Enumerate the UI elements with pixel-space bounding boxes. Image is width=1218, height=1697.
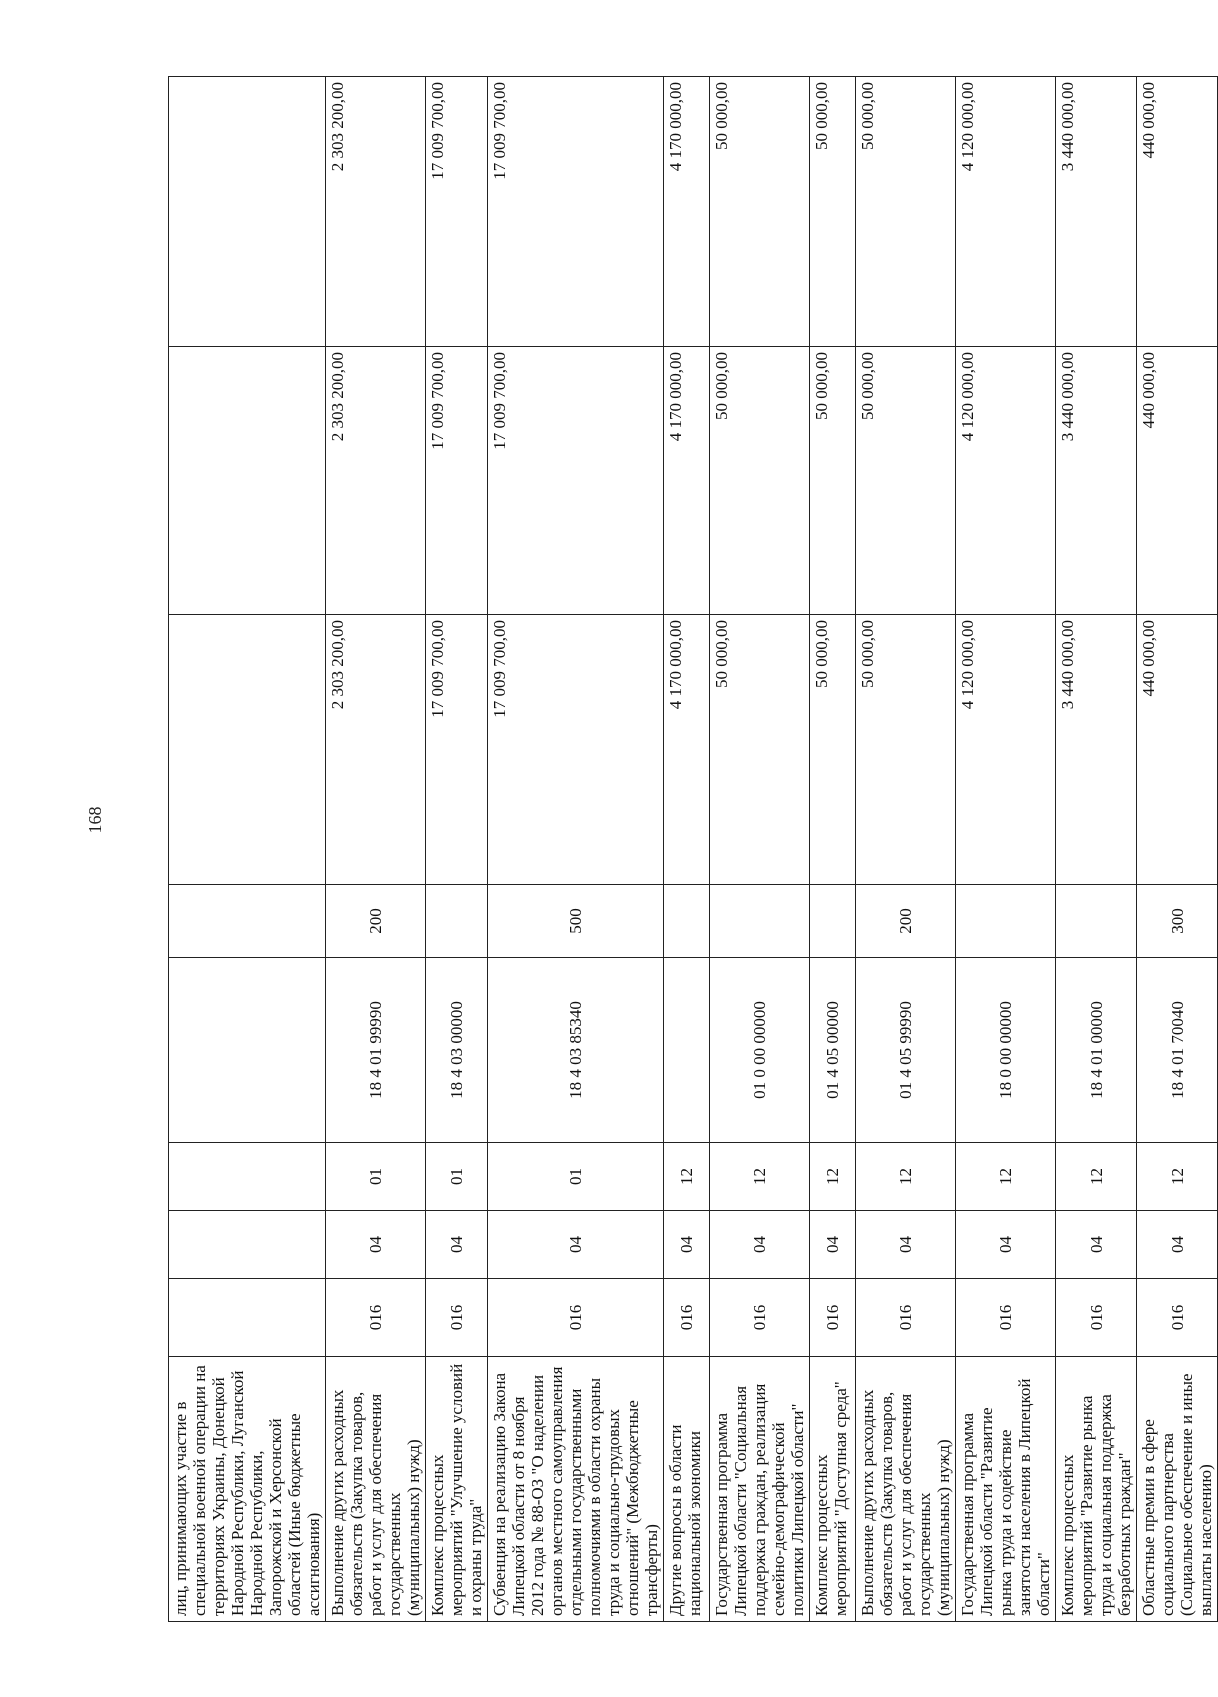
row-rz: 04	[710, 1211, 810, 1279]
row-ved: 016	[856, 1279, 956, 1357]
table-row	[810, 77, 856, 1622]
row-rz: 04	[426, 1211, 488, 1279]
row-vr: 500	[488, 885, 664, 958]
row-sum-2: 3 440 000,00	[1056, 347, 1137, 615]
row-pr: 12	[710, 1143, 810, 1211]
table-row	[710, 77, 810, 1622]
row-rz: 04	[1056, 1211, 1137, 1279]
row-name: Комплекс процессных мероприятий "Улучшение условий и охраны труда"	[426, 1357, 488, 1622]
row-rz: 04	[1137, 1211, 1218, 1279]
row-csr: 18 4 03 85340	[488, 958, 664, 1143]
row-name: Комплекс процессных мероприятий "Доступная среда"	[810, 1357, 856, 1622]
row-ved: 016	[326, 1279, 426, 1357]
row-vr	[810, 885, 856, 958]
row-sum-1: 440 000,00	[1137, 615, 1218, 885]
row-pr: 12	[1056, 1143, 1137, 1211]
row-ved: 016	[810, 1279, 856, 1357]
row-sum-1: 2 303 200,00	[326, 615, 426, 885]
row-rz: 04	[810, 1211, 856, 1279]
row-vr	[169, 885, 326, 958]
row-ved: 016	[1056, 1279, 1137, 1357]
rotated-page-content	[168, 77, 1215, 1622]
row-pr: 12	[956, 1143, 1056, 1211]
row-name: Другие вопросы в области национальной экономики	[664, 1357, 710, 1622]
row-vr	[426, 885, 488, 958]
row-name: Выполнение других расходных обязательств (Закупка товаров, работ и услуг для обеспечения государственных (муниципальных) нужд)	[326, 1357, 426, 1622]
row-sum-1: 50 000,00	[710, 615, 810, 885]
row-name: Субвенция на реализацию Закона Липецкой области от 8 ноября 2012 года № 88-ОЗ "О наделении органов местного самоуправления отдельными государственными полномочиями в области охраны труда и социально-трудовых отношений" (Межбюджетные трансферты)	[488, 1357, 664, 1622]
row-name: лиц, принимающих участие в специальной военной операции на территориях Украины, Донецкой Народной Республики, Луганской Народной Республики, Запорожской и Херсонской областей (Иные бюджетные ассигнования)	[169, 1357, 326, 1622]
row-pr: 12	[664, 1143, 710, 1211]
table-row	[664, 77, 710, 1622]
row-sum-2: 17 009 700,00	[426, 347, 488, 615]
table-row	[1056, 77, 1137, 1622]
table-row	[856, 77, 956, 1622]
row-sum-3	[169, 77, 326, 347]
row-sum-2: 17 009 700,00	[488, 347, 664, 615]
row-vr	[664, 885, 710, 958]
row-sum-2: 50 000,00	[810, 347, 856, 615]
row-sum-3: 17 009 700,00	[426, 77, 488, 347]
budget-table	[168, 76, 1218, 1622]
row-vr	[1056, 885, 1137, 958]
row-rz: 04	[326, 1211, 426, 1279]
row-name: Комплекс процессных мероприятий "Развитие рынка труда и социальная поддержка безработных граждан"	[1056, 1357, 1137, 1622]
row-sum-2	[169, 347, 326, 615]
table-row	[488, 77, 664, 1622]
row-sum-1: 4 170 000,00	[664, 615, 710, 885]
row-csr: 01 0 00 00000	[710, 958, 810, 1143]
row-sum-2: 4 170 000,00	[664, 347, 710, 615]
row-sum-1: 4 120 000,00	[956, 615, 1056, 885]
row-sum-3: 4 120 000,00	[956, 77, 1056, 347]
row-vr: 200	[326, 885, 426, 958]
row-sum-3: 4 170 000,00	[664, 77, 710, 347]
row-pr: 01	[488, 1143, 664, 1211]
row-rz	[169, 1211, 326, 1279]
row-sum-3: 50 000,00	[856, 77, 956, 347]
table-row	[426, 77, 488, 1622]
row-csr	[664, 958, 710, 1143]
page-number: 168	[85, 806, 105, 834]
row-csr: 18 4 01 70040	[1137, 958, 1218, 1143]
row-rz: 04	[488, 1211, 664, 1279]
row-pr: 01	[326, 1143, 426, 1211]
row-name: Государственная программа Липецкой области "Развитие рынка труда и содействие занятости населения в Липецкой области"	[956, 1357, 1056, 1622]
row-csr: 18 4 03 00000	[426, 958, 488, 1143]
row-csr: 18 4 01 99990	[326, 958, 426, 1143]
row-rz: 04	[856, 1211, 956, 1279]
row-vr: 300	[1137, 885, 1218, 958]
row-ved: 016	[710, 1279, 810, 1357]
row-sum-1: 17 009 700,00	[426, 615, 488, 885]
row-csr: 18 0 00 00000	[956, 958, 1056, 1143]
row-csr: 01 4 05 99990	[856, 958, 956, 1143]
row-pr: 12	[1137, 1143, 1218, 1211]
row-ved: 016	[488, 1279, 664, 1357]
row-sum-3: 3 440 000,00	[1056, 77, 1137, 347]
row-name: Выполнение других расходных обязательств (Закупка товаров, работ и услуг для обеспечения государственных (муниципальных) нужд)	[856, 1357, 956, 1622]
table-row	[1137, 77, 1218, 1622]
row-pr: 12	[856, 1143, 956, 1211]
row-sum-1: 50 000,00	[810, 615, 856, 885]
table-row	[169, 77, 326, 1622]
row-pr: 01	[426, 1143, 488, 1211]
row-pr: 12	[810, 1143, 856, 1211]
table-row	[956, 77, 1056, 1622]
row-ved: 016	[956, 1279, 1056, 1357]
row-vr	[710, 885, 810, 958]
row-sum-3: 17 009 700,00	[488, 77, 664, 347]
row-sum-2: 4 120 000,00	[956, 347, 1056, 615]
row-ved	[169, 1279, 326, 1357]
row-csr: 18 4 01 00000	[1056, 958, 1137, 1143]
row-sum-3: 2 303 200,00	[326, 77, 426, 347]
row-ved: 016	[664, 1279, 710, 1357]
row-sum-2: 440 000,00	[1137, 347, 1218, 615]
row-sum-3: 440 000,00	[1137, 77, 1218, 347]
row-pr	[169, 1143, 326, 1211]
row-sum-1: 50 000,00	[856, 615, 956, 885]
row-sum-1	[169, 615, 326, 885]
row-csr	[169, 958, 326, 1143]
table-row	[326, 77, 426, 1622]
row-vr: 200	[856, 885, 956, 958]
row-sum-1: 3 440 000,00	[1056, 615, 1137, 885]
row-name: Областные премии в сфере социального партнерства (Социальное обеспечение и иные выплаты населению)	[1137, 1357, 1218, 1622]
row-sum-3: 50 000,00	[810, 77, 856, 347]
row-sum-2: 50 000,00	[856, 347, 956, 615]
row-rz: 04	[956, 1211, 1056, 1279]
row-sum-2: 50 000,00	[710, 347, 810, 615]
row-csr: 01 4 05 00000	[810, 958, 856, 1143]
row-ved: 016	[1137, 1279, 1218, 1357]
row-ved: 016	[426, 1279, 488, 1357]
row-sum-3: 50 000,00	[710, 77, 810, 347]
row-sum-1: 17 009 700,00	[488, 615, 664, 885]
row-sum-2: 2 303 200,00	[326, 347, 426, 615]
row-rz: 04	[664, 1211, 710, 1279]
row-vr	[956, 885, 1056, 958]
row-name: Государственная программа Липецкой области "Социальная поддержка граждан, реализация семейно-демографической политики Липецкой области"	[710, 1357, 810, 1622]
